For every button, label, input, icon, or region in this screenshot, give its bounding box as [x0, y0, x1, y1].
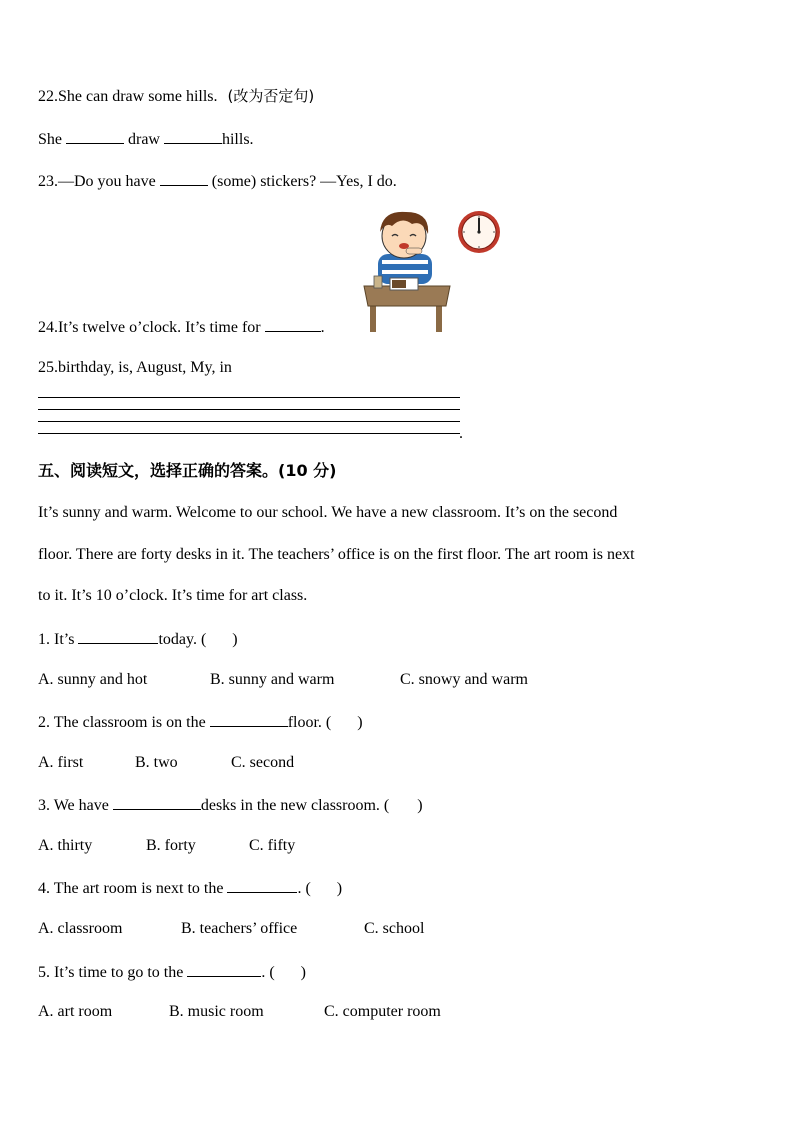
mc1-option-b[interactable]: B. sunny and warm	[210, 671, 335, 688]
mc3-option-a[interactable]: A. thirty	[38, 837, 93, 854]
q22-prompt: 22.She can draw some hills.	[38, 88, 218, 105]
question-22	[38, 86, 314, 107]
answer-line-2[interactable]	[38, 409, 460, 410]
mc-question-5	[38, 961, 306, 983]
mc-question-4	[38, 877, 342, 899]
mc2-option-b[interactable]: B. two	[135, 754, 178, 771]
mc5-end: . (	[261, 964, 275, 981]
mc4-option-c[interactable]: C. school	[364, 920, 425, 937]
mc5-blank[interactable]	[187, 961, 261, 977]
mc4-start: 4. The art room is next to the	[38, 880, 224, 897]
mc5-close: )	[300, 964, 306, 981]
answer-line-4[interactable]	[38, 433, 460, 434]
q24-end: .	[320, 319, 325, 336]
mc1-option-a[interactable]: A. sunny and hot	[38, 671, 148, 688]
mc-question-1	[38, 628, 238, 650]
mc2-options	[38, 753, 294, 773]
mc4-option-b[interactable]: B. teachers’ office	[181, 920, 298, 937]
passage-line-2: floor. There are forty desks in it. The teachers’ office is on the first floor. The art room is next	[38, 546, 635, 563]
mc3-close: )	[417, 797, 423, 814]
q25-words: 25.birthday, is, August, My, in	[38, 359, 232, 376]
mc5-option-a[interactable]: A. art room	[38, 1003, 113, 1020]
q23-blank[interactable]	[160, 170, 208, 186]
mc2-start: 2. The classroom is on the	[38, 714, 206, 731]
mc1-start: 1. It’s	[38, 631, 75, 648]
mc3-options	[38, 836, 295, 856]
q24-blank[interactable]	[265, 316, 321, 332]
mc3-option-c[interactable]: C. fifty	[249, 837, 296, 854]
q25-end-mark: .	[459, 425, 463, 442]
boy-eating-lunch-illustration	[362, 208, 454, 334]
mc-question-2	[38, 711, 363, 733]
mc4-option-a[interactable]: A. classroom	[38, 920, 123, 937]
mc3-blank[interactable]	[113, 794, 201, 810]
mc1-option-c[interactable]: C. snowy and warm	[400, 671, 528, 688]
mc4-options	[38, 919, 424, 939]
q22-answer-mid: draw	[128, 131, 160, 148]
q24-start: 24.It’s twelve o’clock. It’s time for	[38, 319, 261, 336]
mc5-options	[38, 1002, 441, 1022]
mc1-blank[interactable]	[78, 628, 158, 644]
passage-line-3: to it. It’s 10 o’clock. It’s time for art class.	[38, 587, 308, 604]
q22-blank-1[interactable]	[66, 128, 124, 144]
mc2-blank[interactable]	[210, 711, 288, 727]
answer-line-1[interactable]	[38, 397, 460, 398]
mc5-option-c[interactable]: C. computer room	[324, 1003, 441, 1020]
mc2-end: floor. (	[287, 714, 332, 731]
mc1-options	[38, 670, 528, 690]
q23-start: 23.—Do you have	[38, 173, 156, 190]
mc5-option-b[interactable]: B. music room	[169, 1003, 264, 1020]
q23-end: (some) stickers? —Yes, I do.	[211, 173, 397, 190]
question-23	[38, 170, 397, 192]
question-25	[38, 358, 232, 378]
q22-instruction: (改为否定句)	[227, 87, 315, 105]
q22-answer-end: hills.	[221, 131, 254, 148]
mc-question-3	[38, 794, 423, 816]
mc1-close: )	[232, 631, 238, 648]
mc3-option-b[interactable]: B. forty	[146, 837, 196, 854]
mc2-option-a[interactable]: A. first	[38, 754, 84, 771]
mc4-end: . (	[297, 880, 311, 897]
q22-answer-start: She	[38, 131, 62, 148]
passage-line-1: It’s sunny and warm. Welcome to our school. We have a new classroom. It’s on the second	[38, 504, 618, 521]
mc4-close: )	[336, 880, 343, 897]
clock-icon	[456, 209, 502, 255]
question-24	[38, 316, 325, 338]
mc2-option-c[interactable]: C. second	[231, 754, 295, 771]
mc4-blank[interactable]	[227, 877, 297, 893]
mc3-end: desks in the new classroom. (	[200, 797, 390, 814]
mc1-end: today. (	[158, 631, 207, 648]
mc5-start: 5. It’s time to go to the	[38, 964, 184, 981]
section-5-heading: 五、阅读短文，选择正确的答案。(10 分)	[38, 461, 337, 480]
q22-blank-2[interactable]	[164, 128, 222, 144]
mc2-close: )	[357, 714, 363, 731]
answer-line-3[interactable]	[38, 421, 460, 422]
mc3-start: 3. We have	[38, 797, 109, 814]
question-22-answer	[38, 128, 254, 150]
